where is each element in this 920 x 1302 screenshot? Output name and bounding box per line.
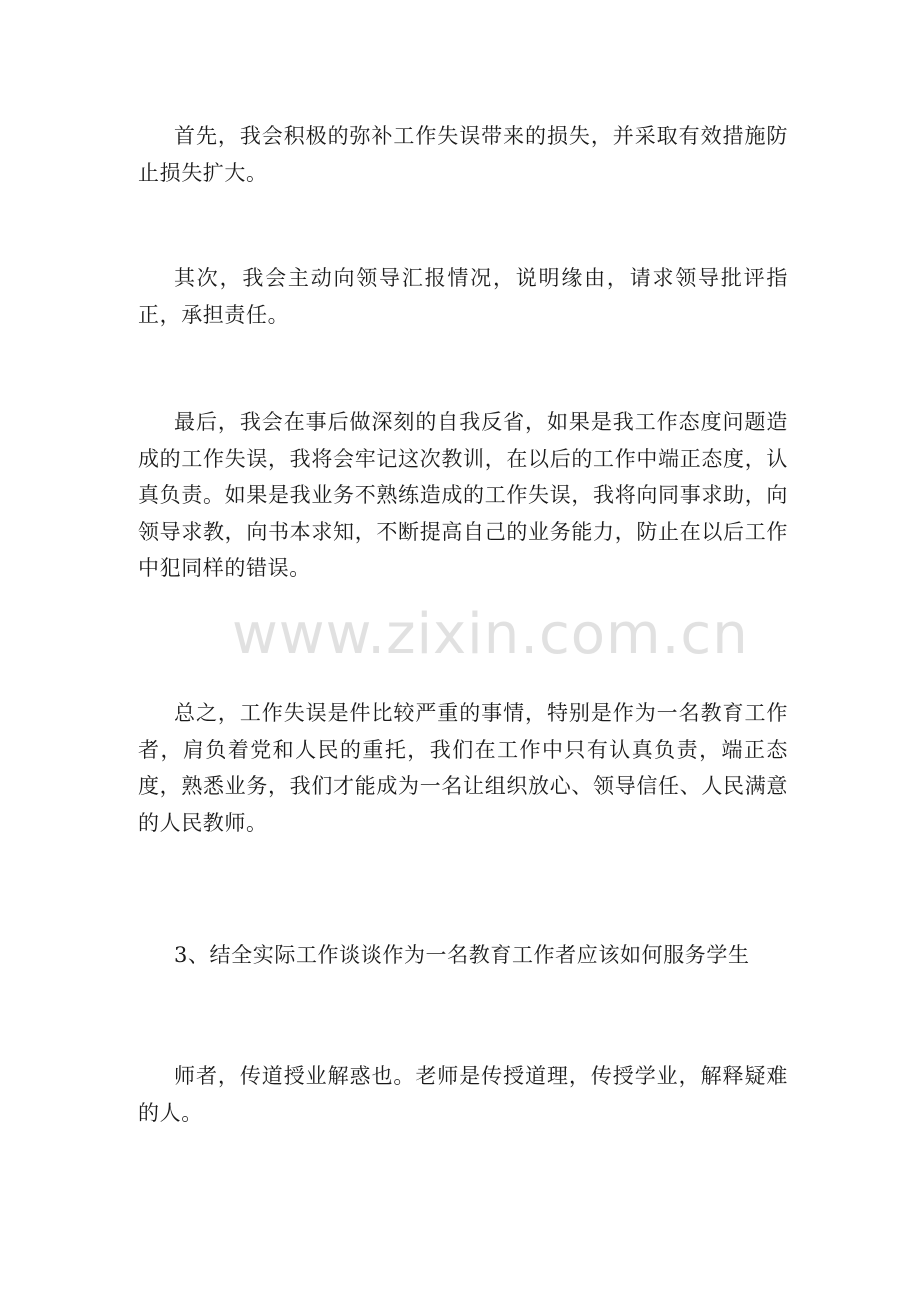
watermark: www.zixin.com.cn (232, 602, 749, 667)
paragraph-first: 首先，我会积极的弥补工作失误带来的损失，并采取有效措施防止损失扩大。 (138, 124, 788, 185)
paragraph-final: 师者，传道授业解惑也。老师是传授道理，传授学业，解释疑难的人。 (138, 1064, 788, 1125)
section-heading: 3、结全实际工作谈谈作为一名教育工作者应该如何服务学生 (174, 943, 750, 967)
paragraph-second: 其次，我会主动向领导汇报情况，说明缘由，请求领导批评指正，承担责任。 (138, 266, 788, 327)
paragraph-third: 最后，我会在事后做深刻的自我反省，如果是我工作态度问题造成的工作失误，我将会牢记这次教训，在以后的工作中端正态度，认真负责。如果是我业务不熟练造成的工作失误，我将向同事求助，向领导求教，向书本求知，不断提高自己的业务能力，防止在以后工作中犯同样的错误。 (138, 410, 788, 580)
paragraph-fourth: 总之，工作失误是件比较严重的事情，特别是作为一名教育工作者，肩负着党和人民的重托，我们在工作中只有认真负责，端正态度，熟悉业务，我们才能成为一名让组织放心、领导信任、人民满意的人民教师。 (138, 701, 788, 835)
